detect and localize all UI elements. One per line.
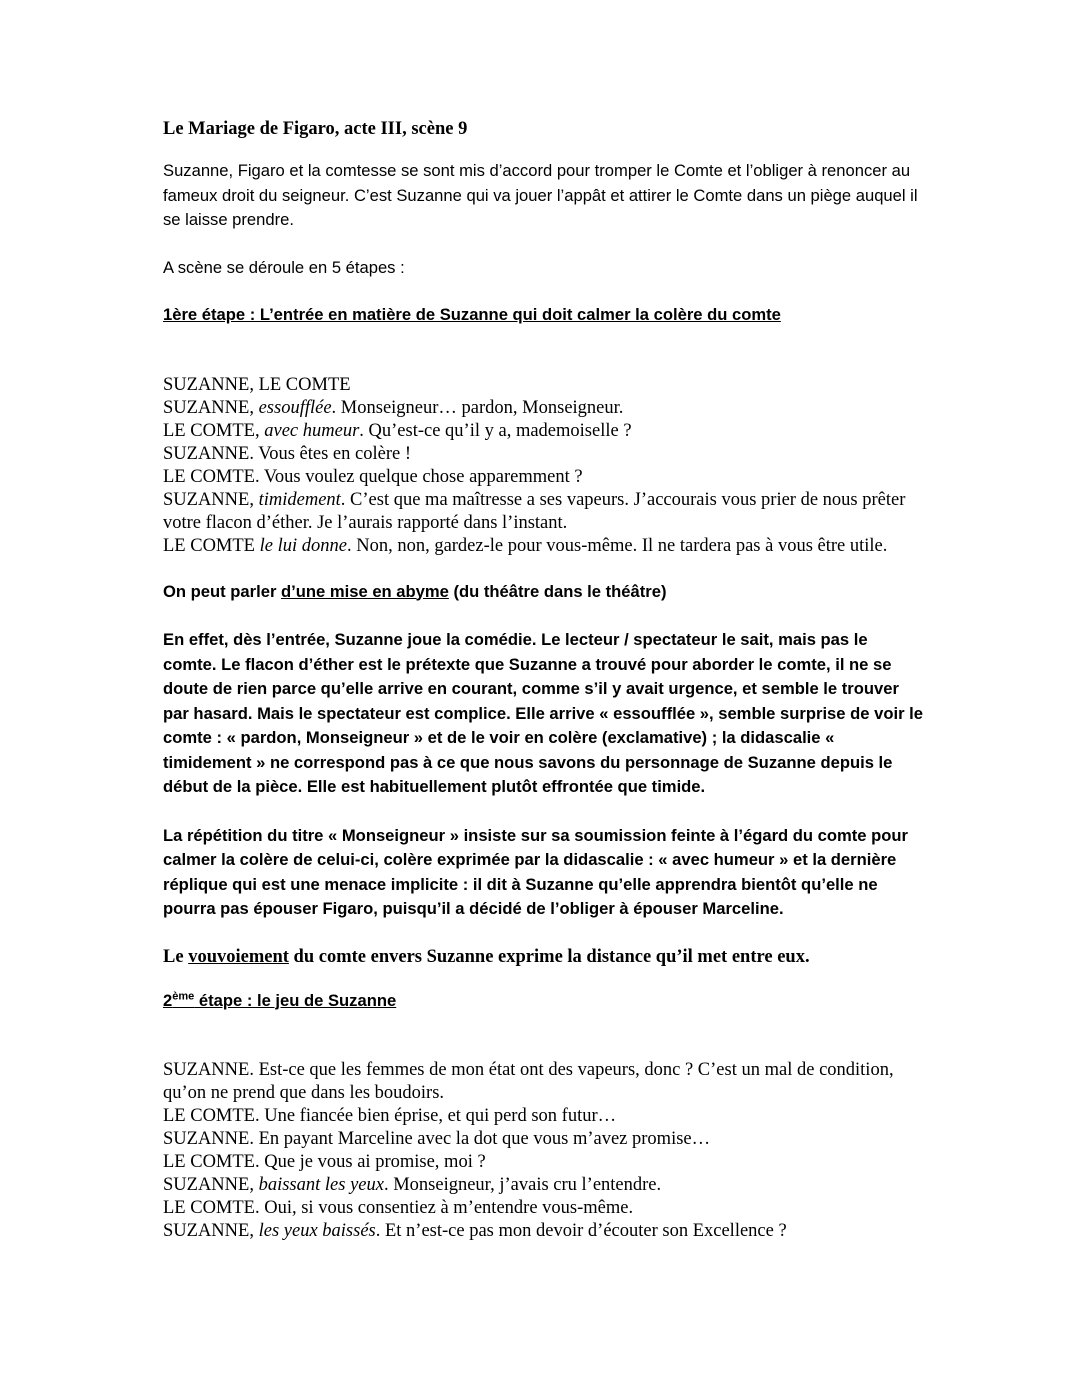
dialogue-line: SUZANNE, timidement. C’est que ma maîtresse a ses vapeurs. J’accourais vous prier de nous prêter votre flacon d’éther. Je l’aurais rapporté dans l’instant.: [163, 489, 906, 533]
stage-direction: avec humeur: [264, 420, 360, 441]
dialogue-line: SUZANNE. En payant Marceline avec la dot que vous m’avez promise…: [163, 1129, 711, 1149]
stage-direction: les yeux baissés: [258, 1221, 376, 1241]
steps-intro: A scène se déroule en 5 étapes :: [163, 257, 405, 277]
stage-direction: le lui donne: [259, 535, 347, 556]
dialogue-line: SUZANNE. Est-ce que les femmes de mon état ont des vapeurs, donc ? C’est un mal de condition, qu’on ne prend que dans les boudoirs.: [163, 1060, 894, 1103]
dialogue-excerpt-2: [163, 1059, 923, 1243]
dialogue-line: SUZANNE, baissant les yeux. Monseigneur, j’avais cru l’entendre.: [163, 1175, 662, 1195]
vouvoiement-statement: Le vouvoiement du comte envers Suzanne exprime la distance qu’il met entre eux.: [163, 946, 810, 967]
intro-paragraph: Suzanne, Figaro et la comtesse se sont mis d’accord pour tromper le Comte et l’obliger à renoncer au fameux droit du seigneur. C’est Suzanne qui va jouer l’appât et attirer le Comte dans un piège auquel il se laisse prendre.: [163, 161, 918, 229]
stage-direction: baissant les yeux: [258, 1175, 384, 1195]
dialogue-line: LE COMTE. Vous voulez quelque chose apparemment ?: [163, 466, 583, 487]
dialogue-line: LE COMTE le lui donne. Non, non, gardez-le pour vous-même. Il ne tardera pas à vous être utile.: [163, 535, 888, 556]
stage-direction: essoufflée: [258, 397, 332, 418]
dialogue-line: SUZANNE, essoufflée. Monseigneur… pardon, Monseigneur.: [163, 397, 624, 418]
stage-direction: timidement: [258, 489, 341, 510]
dialogue-line: LE COMTE. Que je vous ai promise, moi ?: [163, 1152, 486, 1172]
document-title: Le Mariage de Figaro, acte III, scène 9: [163, 119, 468, 139]
dialogue-line: SUZANNE, les yeux baissés. Et n’est-ce pas mon devoir d’écouter son Excellence ?: [163, 1221, 787, 1241]
dialogue-line: LE COMTE. Une fiancée bien éprise, et qui perd son futur…: [163, 1106, 617, 1126]
dialogue-line: LE COMTE. Oui, si vous consentiez à m’entendre vous-même.: [163, 1198, 634, 1218]
dialogue-line: LE COMTE, avec humeur. Qu’est-ce qu’il y a, mademoiselle ?: [163, 420, 632, 441]
dialogue-line: SUZANNE. Vous êtes en colère !: [163, 443, 411, 464]
mise-en-abyme-statement: On peut parler d’une mise en abyme (du théâtre dans le théâtre): [163, 581, 667, 601]
step-2-heading: 2ème étape : le jeu de Suzanne: [163, 989, 397, 1010]
dialogue-line: SUZANNE, LE COMTE: [163, 374, 351, 395]
dialogue-excerpt-1: [163, 374, 923, 558]
analysis-paragraph-1: En effet, dès l’entrée, Suzanne joue la comédie. Le lecteur / spectateur le sait, mais pas le comte. Le flacon d’éther est le prétexte que Suzanne a trouvé pour aborder le comte, il ne se doute de rien parce qu’elle arrive en courant, comme s’il y avait urgence, et semble le trouver par hasard. Mais le spectateur est complice. Elle arrive « essoufflée », semble surprise de voir le comte : « pardon, Monseigneur » et de le voir en colère (exclamative) ; la didascalie « timidement » ne correspond pas à ce que nous savons du personnage de Suzanne depuis le début de la pièce. Elle est habituellement plutôt effrontée que timide.: [163, 630, 923, 796]
document-page: [163, 118, 923, 1265]
step-1-heading: 1ère étape : L’entrée en matière de Suzanne qui doit calmer la colère du comte: [163, 305, 781, 324]
analysis-paragraph-2: La répétition du titre « Monseigneur » insiste sur sa soumission feinte à l’égard du comte pour calmer la colère de celui-ci, colère exprimée par la didascalie : « avec humeur » et la dernière réplique qui est une menace implicite : il dit à Suzanne qu’elle apprendra bientôt qu’elle ne pourra pas épouser Figaro, puisqu’il a décidé de l’obliger à épouser Marceline.: [163, 825, 909, 918]
